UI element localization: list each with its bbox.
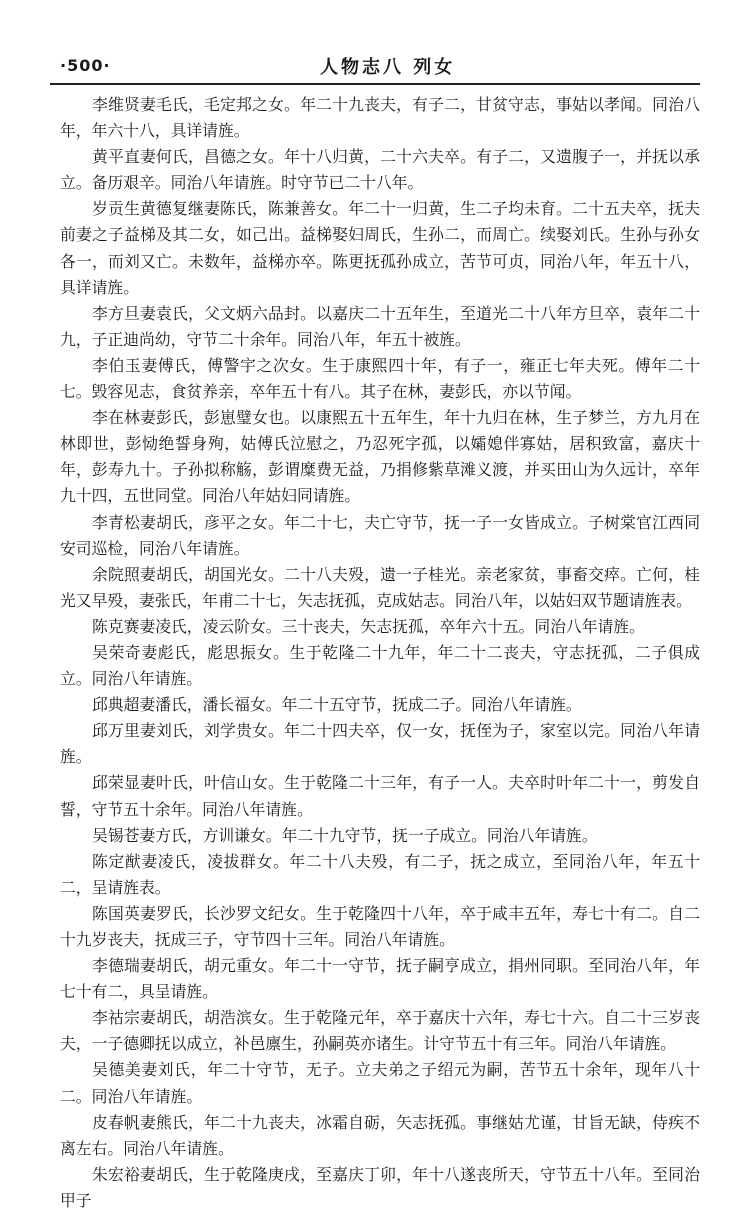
paragraph: 邱万里妻刘氏，刘学贵女。年二十四夫卒，仅一女，抚侄为子，家室以完。同治八年请旌。 [60, 721, 700, 767]
paragraph: 李在林妻彭氏，彭崽璧女也。以康熙五十五年生，年十九归在林，生子梦兰，方九月在林即世，彭恸绝誓身殉，姑傅氏泣慰之，乃忍死字孤，以孀媳伴寡姑，居积致富，嘉庆十年，彭寿九十。子孙拟称觞，彭谓糜费无益，乃捐修紫草滩义渡，并买田山为久远计，卒年九十四，五世同堂。同治八年姑妇同请旌。 [60, 408, 700, 506]
paragraph: 余院照妻胡氏，胡国光女。二十八夫殁，遗一子桂光。亲老家贫，事畜交瘁。亡何，桂光又早殁，妻张氏，年甫二十七，矢志抚孤，克成姑志。同治八年，以姑妇双节题请旌表。 [60, 564, 700, 610]
paragraph: 皮春帆妻熊氏，年二十九丧夫，冰霜自砺，矢志抚孤。事继姑尤谨，甘旨无缺，侍疾不离左右。同治八年请旌。 [60, 1112, 700, 1158]
paragraph: 黄平直妻何氏，昌德之女。年十八归黄，二十六夫卒。有子二，又遗腹子一，并抚以承立。备历艰辛。同治八年请旌。时守节已二十八年。 [60, 147, 700, 193]
paragraph: 吴德美妻刘氏，年二十守节，无子。立夫弟之子绍元为嗣，苦节五十余年，现年八十二。同治八年请旌。 [60, 1060, 700, 1106]
paragraph: 陈克赛妻凌氏，凌云阶女。三十丧夫，矢志抚孤，卒年六十五。同治八年请旌。 [92, 616, 645, 636]
paragraph: 李伯玉妻傅氏，傅警宇之次女。生于康熙四十年，有子一，雍正七年夫死。傅年二十七。毁容见志，食贫养亲，卒年五十有八。其子在林，妻彭氏，亦以节闻。 [60, 355, 700, 402]
paragraph: 李方旦妻袁氏，父文炳六品封。以嘉庆二十五年生，至道光二十八年方旦卒，袁年二十九，子正迪尚幼，守节二十余年。同治八年，年五十被旌。 [60, 303, 700, 349]
paragraph: 李维贤妻毛氏，毛定邦之女。年二十九丧夫，有子二，甘贫守志，事姑以孝闻。同治八年，年六十八，具详请旌。 [60, 95, 700, 141]
running-title: 人物志八 列女 [320, 57, 456, 78]
header-rule [50, 83, 700, 85]
paragraph: 岁贡生黄德复继妻陈氏，陈兼善女。年二十一归黄，生二子均未育。二十五夫卒，抚夫前妻之子益梯及其二女，如己出。益梯娶妇周氏，生孙二，而周亡。续娶刘氏。生孙与孙女各一，而刘又亡。未数年，益梯亦卒。陈更抚孤孙成立，苦节可贞，同治八年，年五十八，具详请旌。 [60, 199, 700, 297]
page-number: ·500· [60, 56, 111, 75]
page-header [50, 44, 700, 80]
paragraph: 李青松妻胡氏，彦平之女。年二十七，夫亡守节，抚一子一女皆成立。子树棠官江西同安司巡检，同治八年请旌。 [60, 512, 700, 558]
paragraph: 吴锡苍妻方氏，方训谦女。年二十九守节，抚一子成立。同治八年请旌。 [92, 825, 598, 845]
paragraph: 李德瑞妻胡氏，胡元重女。年二十一守节，抚子嗣亨成立，捐州同职。至同治八年，年七十有二，具呈请旌。 [60, 956, 700, 1002]
paragraph: 邱典超妻潘氏，潘长福女。年二十五守节，抚成二子。同治八年请旌。 [92, 695, 582, 715]
paragraph: 邱荣显妻叶氏，叶信山女。生于乾隆二十三年，有子一人。夫卒时叶年二十一，剪发自誓，守节五十余年。同治八年请旌。 [60, 773, 700, 819]
paragraph: 陈国英妻罗氏，长沙罗文纪女。生于乾隆四十八年，卒于咸丰五年，寿七十有二。自二十九岁丧夫，抚成三子，守节四十三年。同治八年请旌。 [60, 903, 700, 949]
paragraph: 陈定猷妻凌氏，凌拔群女。年二十八夫殁，有二子，抚之成立，至同治八年，年五十二，呈请旌表。 [60, 851, 700, 897]
paragraph: 朱宏裕妻胡氏，生于乾隆庚戌，至嘉庆丁卯，年十八遂丧所天，守节五十八年。至同治甲子 [60, 1164, 700, 1210]
body-text [60, 92, 700, 1214]
paragraph: 吴荣奇妻彪氏，彪思振女。生于乾隆二十九年，年二十二丧夫，守志抚孤，二子俱成立。同治八年请旌。 [60, 642, 700, 689]
paragraph: 李祜宗妻胡氏，胡浩滨女。生于乾隆元年，卒于嘉庆十六年，寿七十六。自二十三岁丧夫，一子德卿抚以成立，补邑廪生，孙嗣英亦诸生。计守节五十有三年。同治八年请旌。 [60, 1008, 700, 1054]
